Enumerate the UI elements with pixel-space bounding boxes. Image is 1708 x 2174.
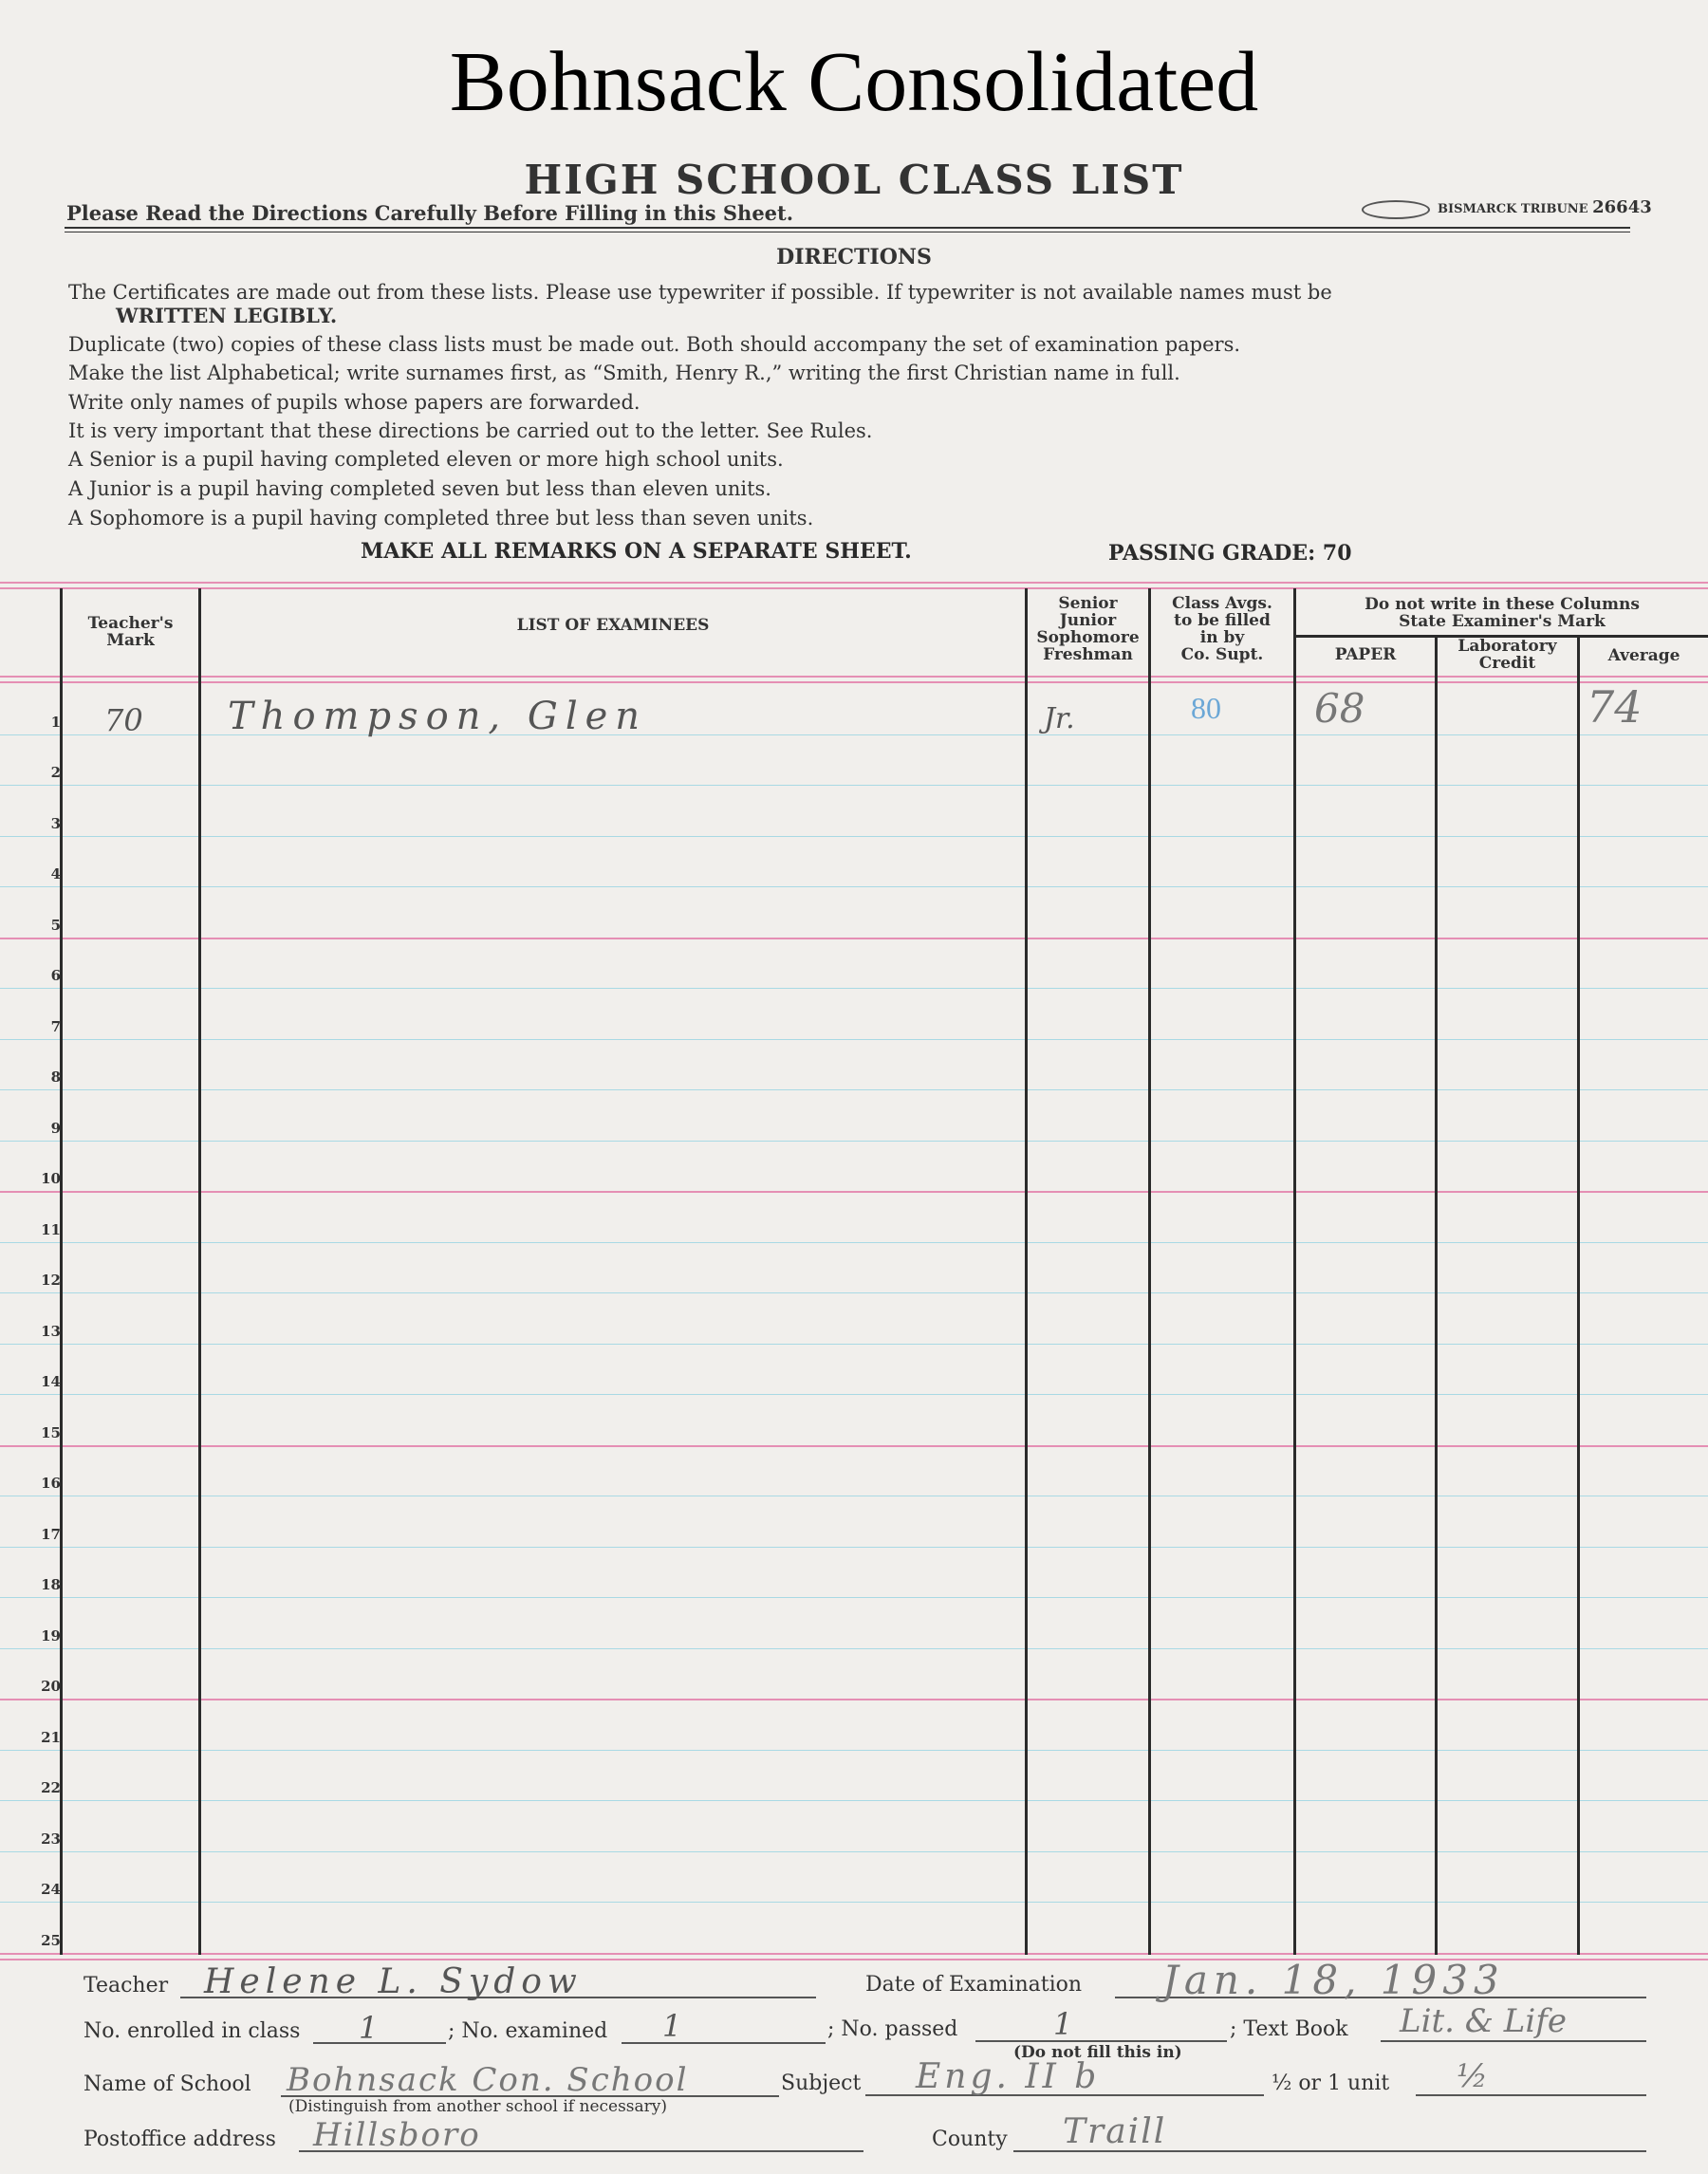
row-number: 9 [50,1120,61,1137]
teacher-label: Teacher [84,1974,169,1997]
passed-note: (Do not fill this in) [1013,2043,1182,2062]
row-number: 16 [41,1475,61,1492]
passed-line [975,2040,1227,2042]
header-bottom-rule-2 [0,681,1708,683]
directions-heading: DIRECTIONS [776,245,932,269]
row-rule [0,1039,1708,1040]
row-number: 12 [41,1272,61,1289]
table-top-rule-2 [0,587,1708,589]
row-rule [0,886,1708,887]
entry-name: Thompson, Glen [228,695,648,738]
col-divider-4 [1148,588,1151,1955]
header-state-line-2: State Examiner's Mark [1399,612,1606,631]
row-rule [0,1344,1708,1345]
school-label: Name of School [84,2072,251,2096]
col-divider-1 [60,588,63,1955]
direction-line-5: It is very important that these directions be carried out to the letter. See Rules. [68,419,873,442]
direction-line-2: Duplicate (two) copies of these class lists must be made out. Both should accompany the set of examination papers. [68,333,1241,356]
header-avg-line-3: in by [1199,628,1245,647]
header-avg-line-4: Co. Supt. [1180,645,1264,664]
row-rule [0,836,1708,837]
row-number: 21 [41,1729,61,1746]
passed-label: ; No. passed [827,2017,958,2041]
row-rule [0,938,1708,939]
header-class-senior: Senior [1058,594,1118,613]
entry-class-avg: 80 [1191,691,1221,725]
col-divider-5 [1293,588,1296,1955]
row-number: 14 [41,1373,61,1390]
row-number: 3 [50,815,61,832]
row-number: 24 [41,1881,61,1898]
textbook-label: ; Text Book [1230,2017,1348,2041]
postoffice-label: Postoffice address [84,2128,276,2151]
header-class-freshman: Freshman [1043,645,1133,664]
row-rule [0,1902,1708,1903]
header-lab-credit [1438,638,1577,672]
row-number: 19 [41,1627,61,1644]
row-rule [0,1699,1708,1700]
school-note: (Distinguish from another school if necessary) [288,2097,668,2116]
subject-label: Subject [781,2072,862,2095]
row-number: 4 [50,865,61,883]
header-paper: PAPER [1334,645,1397,664]
examined-label: ; No. examined [448,2019,608,2043]
row-number: 18 [41,1576,61,1593]
row-number: 1 [50,714,61,731]
row-number: 25 [41,1932,61,1949]
row-number: 22 [41,1779,61,1796]
postoffice-value: Hillsboro [313,2116,481,2154]
direction-line-8: A Sophomore is a pupil having completed three but less than seven units. [68,507,814,530]
unit-line [1416,2094,1646,2096]
header-teacher-mark: Teacher's Mark [87,614,174,650]
table-top-rule [0,582,1708,584]
examined-value: 1 [662,2008,682,2044]
table-bottom-rule [0,1953,1708,1955]
printer-mark [1362,197,1652,219]
textbook-value: Lit. & Life [1400,2002,1567,2040]
textbook-line [1381,2040,1646,2042]
form-subtitle: Please Read the Directions Carefully Before Filling in this Sheet. [66,201,794,225]
col-divider-6 [1435,638,1438,1955]
row-number: 7 [50,1018,61,1035]
row-number: 10 [41,1170,61,1187]
row-rule [0,1292,1708,1293]
direction-line-7: A Junior is a pupil having completed seven but less than eleven units. [68,477,771,500]
row-rule [0,1394,1708,1395]
enrolled-label: No. enrolled in class [84,2019,301,2043]
passing-grade: PASSING GRADE: 70 [1108,541,1352,566]
row-number: 6 [50,967,61,984]
unit-label: ½ or 1 unit [1272,2072,1390,2095]
county-value: Traill [1063,2112,1167,2151]
row-number: 8 [50,1068,61,1086]
header-class-sophomore: Sophomore [1036,628,1140,647]
enrolled-line [313,2042,446,2044]
header-rule [65,227,1630,229]
enrolled-value: 1 [359,2010,379,2046]
row-number: 11 [41,1221,61,1238]
header-average: Average [1607,646,1680,665]
direction-line-3: Make the list Alphabetical; write surnames first, as “Smith, Henry R.,” writing the first Christian name in full. [68,362,1180,384]
row-number: 17 [41,1526,61,1543]
school-banner: Bohnsack Consolidated [449,35,1259,129]
direction-line-1b: WRITTEN LEGIBLY. [116,304,338,327]
passed-value: 1 [1053,2006,1073,2042]
col-divider-2 [198,588,201,1955]
col-divider-3 [1025,588,1028,1955]
row-rule [0,785,1708,786]
teacher-value: Helene L. Sydow [204,1962,583,2001]
header-lab-line-2: Credit [1478,654,1536,673]
header-avg-line-2: to be filled [1174,611,1271,630]
header-lab-line-1: Laboratory [1457,637,1557,656]
header-class-junior: Junior [1059,611,1117,630]
printer-number: 26643 [1592,197,1652,217]
direction-line-1: The Certificates are made out from these lists. Please use typewriter if possible. If typewriter is not available names must be [68,281,1332,304]
header-state-line-1: Do not write in these Columns [1365,595,1640,614]
row-rule [0,1750,1708,1751]
date-label: Date of Examination [865,1973,1083,1997]
date-value: Jan. 18, 1933 [1162,1957,1505,2003]
row-rule [0,1089,1708,1090]
header-class-avgs [1151,595,1293,663]
entry-average: 74 [1587,681,1643,733]
row-number: 15 [41,1424,61,1441]
entry-class: Jr. [1044,702,1075,735]
row-rule [0,1445,1708,1447]
school-value: Bohnsack Con. School [287,2061,689,2099]
row-rule [0,1242,1708,1243]
row-rule [0,1648,1708,1649]
col-divider-7 [1577,638,1580,1955]
entry-paper: 68 [1314,685,1365,732]
remarks-note: MAKE ALL REMARKS ON A SEPARATE SHEET. [361,539,912,564]
row-rule [0,1547,1708,1548]
header-class [1028,595,1148,663]
row-rule [0,988,1708,989]
row-number: 20 [41,1678,61,1695]
row-number: 5 [50,917,61,934]
row-rule [0,1597,1708,1598]
entry-teacher-mark: 70 [104,702,143,738]
form-title: HIGH SCHOOL CLASS LIST [524,157,1184,203]
header-state-examiner [1296,596,1708,630]
printer-name: BISMARCK TRIBUNE [1438,202,1588,216]
subject-value: Eng. II b [916,2057,1101,2096]
header-bottom-rule [0,676,1708,678]
direction-line-4: Write only names of pupils whose papers are forwarded. [68,391,640,414]
header-avg-line-1: Class Avgs. [1172,594,1272,613]
row-rule [0,1851,1708,1852]
header-examinees: LIST OF EXAMINEES [516,616,710,635]
row-rule [0,1800,1708,1801]
direction-line-6: A Senior is a pupil having completed eleven or more high school units. [68,448,784,471]
row-rule [0,1191,1708,1193]
row-number: 2 [50,764,61,781]
row-number: 13 [41,1323,61,1340]
row-number: 23 [41,1830,61,1848]
unit-value: ½ [1457,2057,1488,2095]
county-label: County [932,2128,1008,2151]
examined-line [622,2042,826,2044]
printer-logo-icon [1362,200,1430,219]
row-rule [0,1141,1708,1142]
